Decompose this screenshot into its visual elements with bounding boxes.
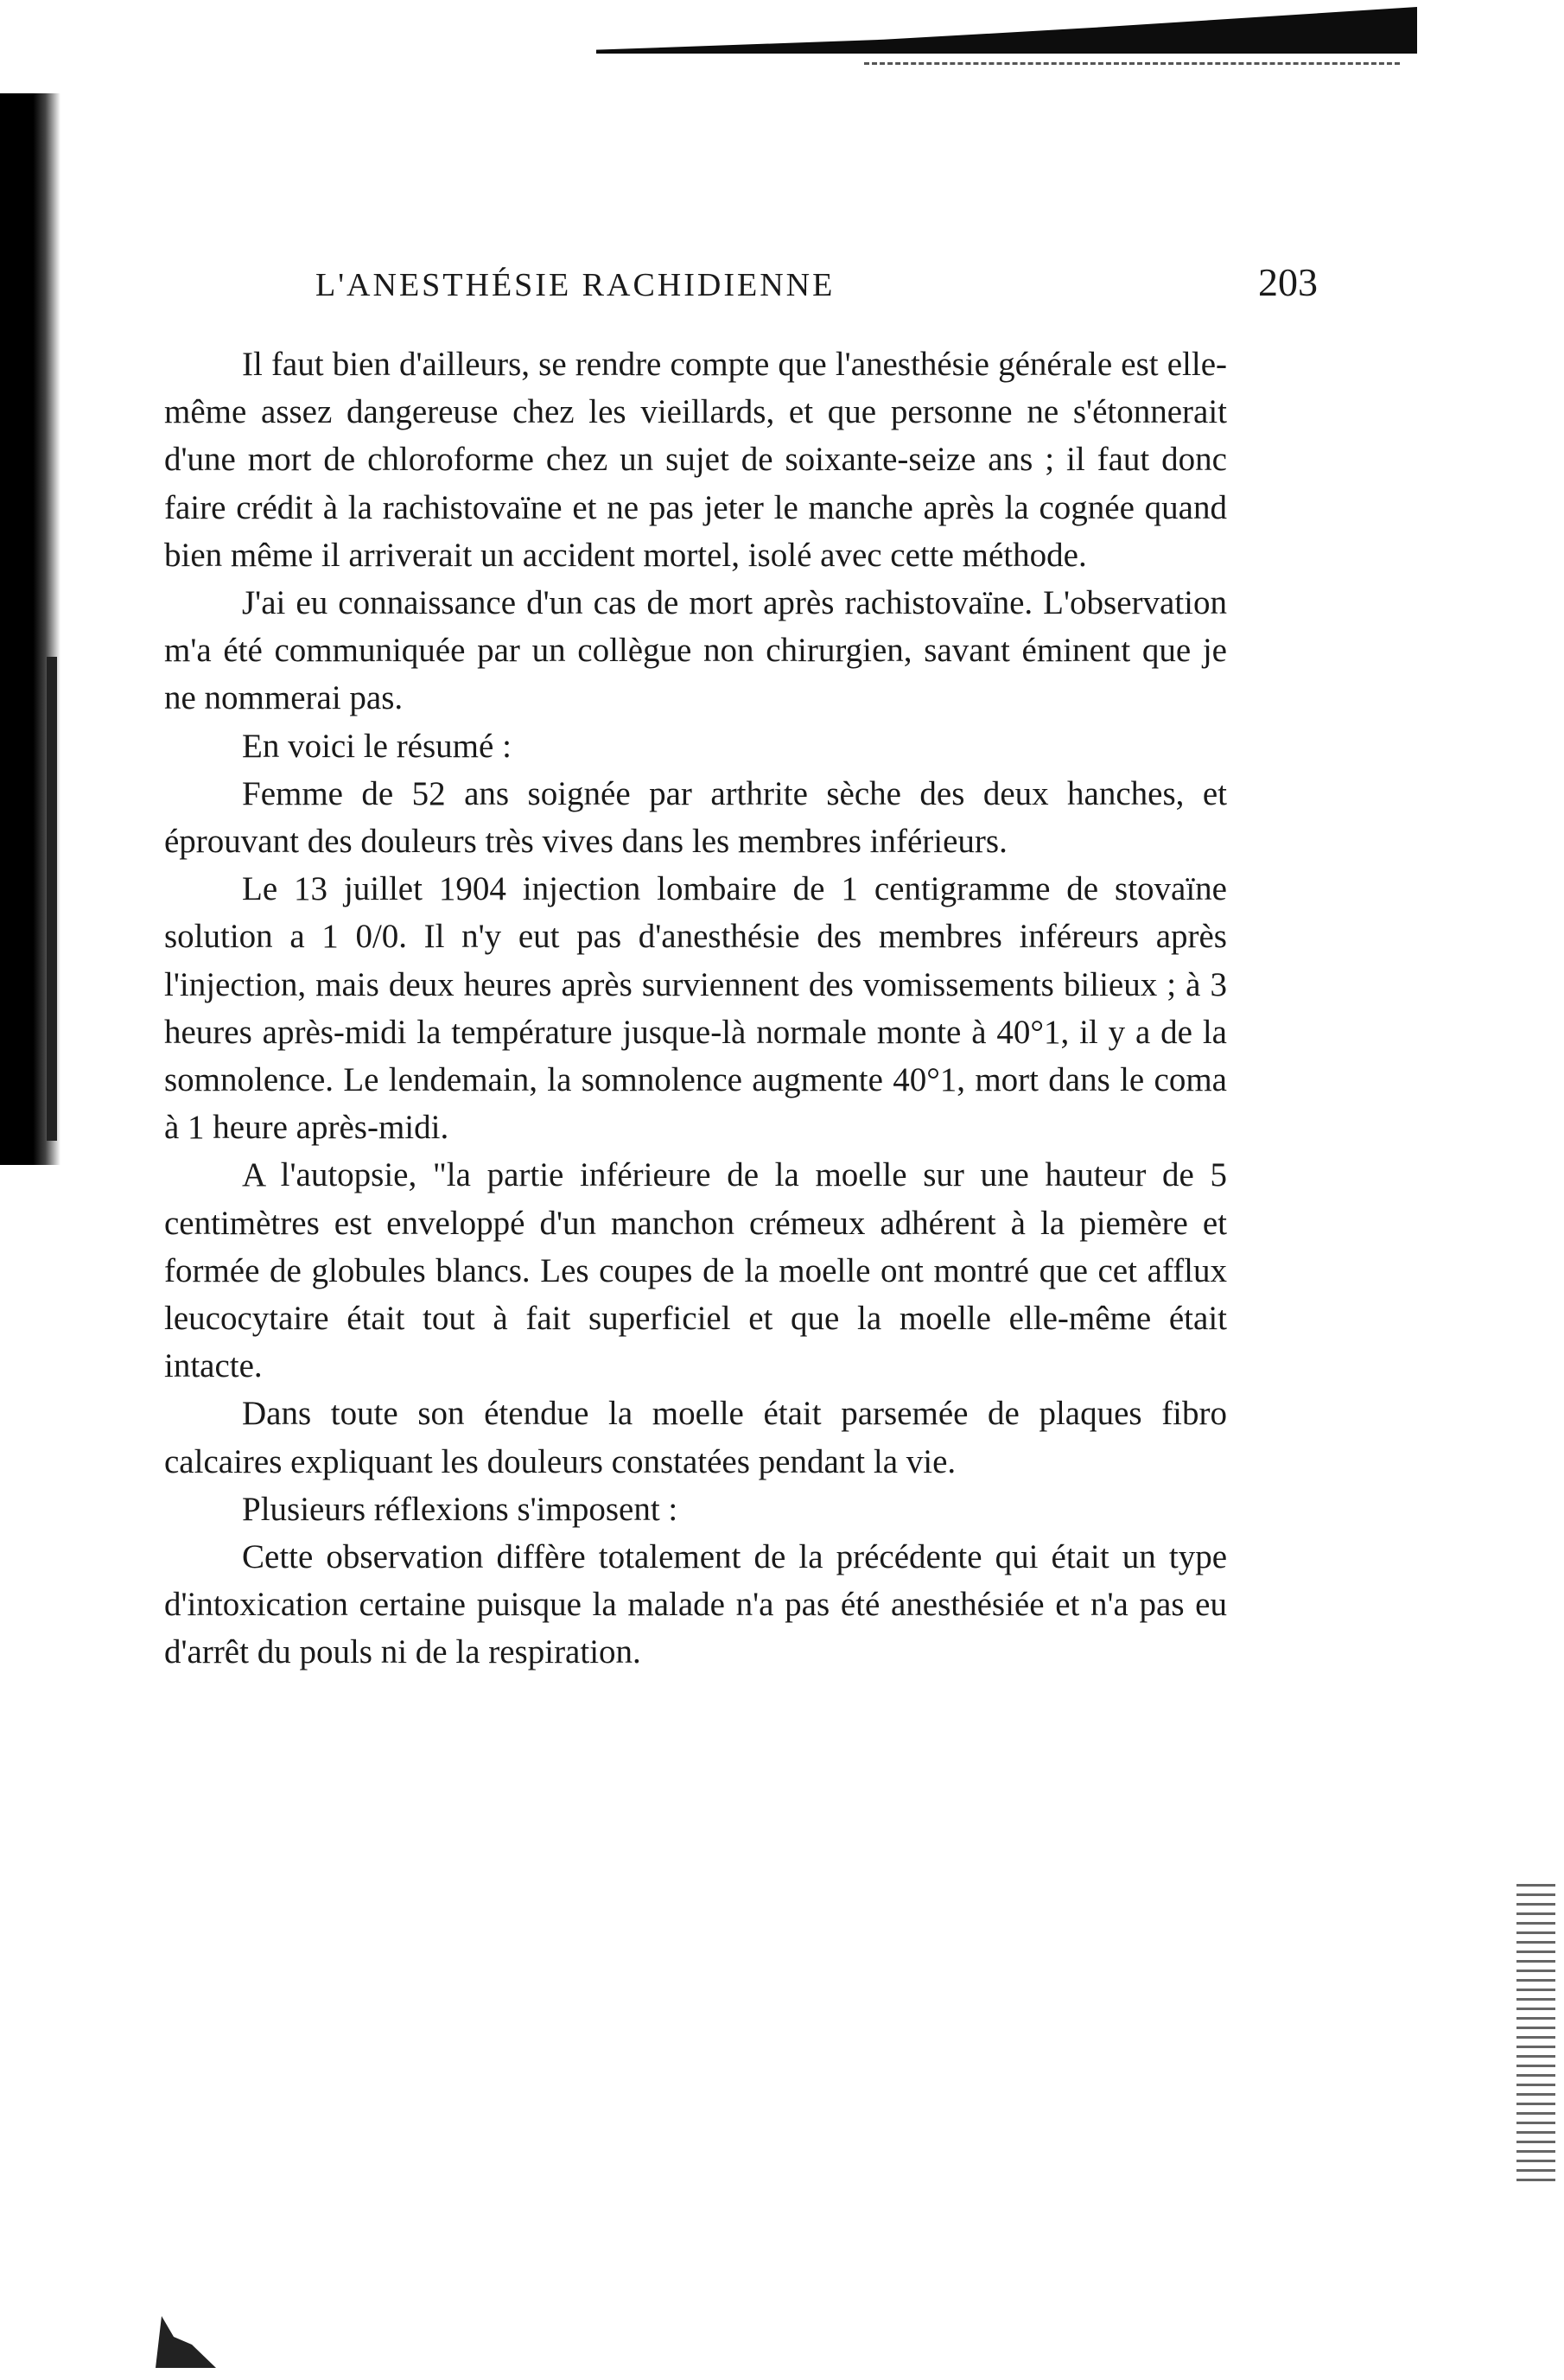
scan-dash-artifact bbox=[864, 62, 1400, 65]
paragraph: Femme de 52 ans soignée par arthrite sèche des deux hanches, et éprouvant des douleurs très vives dans les membres inférieurs. bbox=[164, 774, 1227, 861]
paragraph: En voici le résumé : bbox=[242, 727, 512, 765]
page-number: 203 bbox=[1258, 260, 1318, 304]
scan-edge-artifact-left-inner bbox=[47, 657, 57, 1141]
scan-noise-right bbox=[1516, 1884, 1555, 2186]
paragraph: J'ai eu connaissance d'un cas de mort après rachistovaïne. L'observation m'a été communiquée par un collègue non chirurgien, savant éminent que je ne nommerai pas. bbox=[164, 584, 1227, 717]
running-head bbox=[315, 259, 1318, 311]
paragraph: Le 13 juillet 1904 injection lombaire de 1 centigramme de stovaïne solution a 1 0/0. Il n'y eut pas d'anesthésie des membres inféreurs après l'injection, mais deux heures après surviennent des vomissements bilieux ; à 3 heures après-midi la température jusque-là normale monte à 40°1, il y a de la somnolence. Le lendemain, la somnolence augmente 40°1, mort dans le coma à 1 heure après-midi. bbox=[164, 870, 1227, 1147]
paragraph: A l'autopsie, "la partie inférieure de la moelle sur une hauteur de 5 centimètres est enveloppé d'un manchon crémeux adhérent à la piemère et formée de globules blancs. Les coupes de la moelle ont montré que cet afflux leucocytaire était tout à fait superficiel et que la moelle elle-même était intacte. bbox=[164, 1156, 1227, 1385]
paragraph: Dans toute son étendue la moelle était parsemée de plaques fibro calcaires expliquant les douleurs constatées pendant la vie. bbox=[164, 1395, 1227, 1480]
paragraph: Plusieurs réflexions s'imposent : bbox=[242, 1490, 678, 1528]
running-title: L'ANESTHÉSIE RACHIDIENNE bbox=[315, 267, 836, 303]
scan-mark-bottom bbox=[156, 2316, 216, 2368]
paragraph: Il faut bien d'ailleurs, se rendre compte que l'anesthésie générale est elle-même assez dangereuse chez les vieillards, et que personne ne s'étonnerait d'une mort de chloroforme chez un sujet de soixante-seize ans ; il faut donc faire crédit à la rachistovaïne et ne pas jeter le manche après la cognée quand bien même il arriverait un accident mortel, isolé avec cette méthode. bbox=[164, 346, 1227, 574]
paragraph: Cette observation diffère totalement de la précédente qui était un type d'intoxication certaine puisque la malade n'a pas été anesthésiée et n'a pas eu d'arrêt du pouls ni de la respiration. bbox=[164, 1538, 1227, 1671]
body-text bbox=[164, 340, 1227, 1677]
scan-edge-artifact-top bbox=[596, 7, 1417, 54]
